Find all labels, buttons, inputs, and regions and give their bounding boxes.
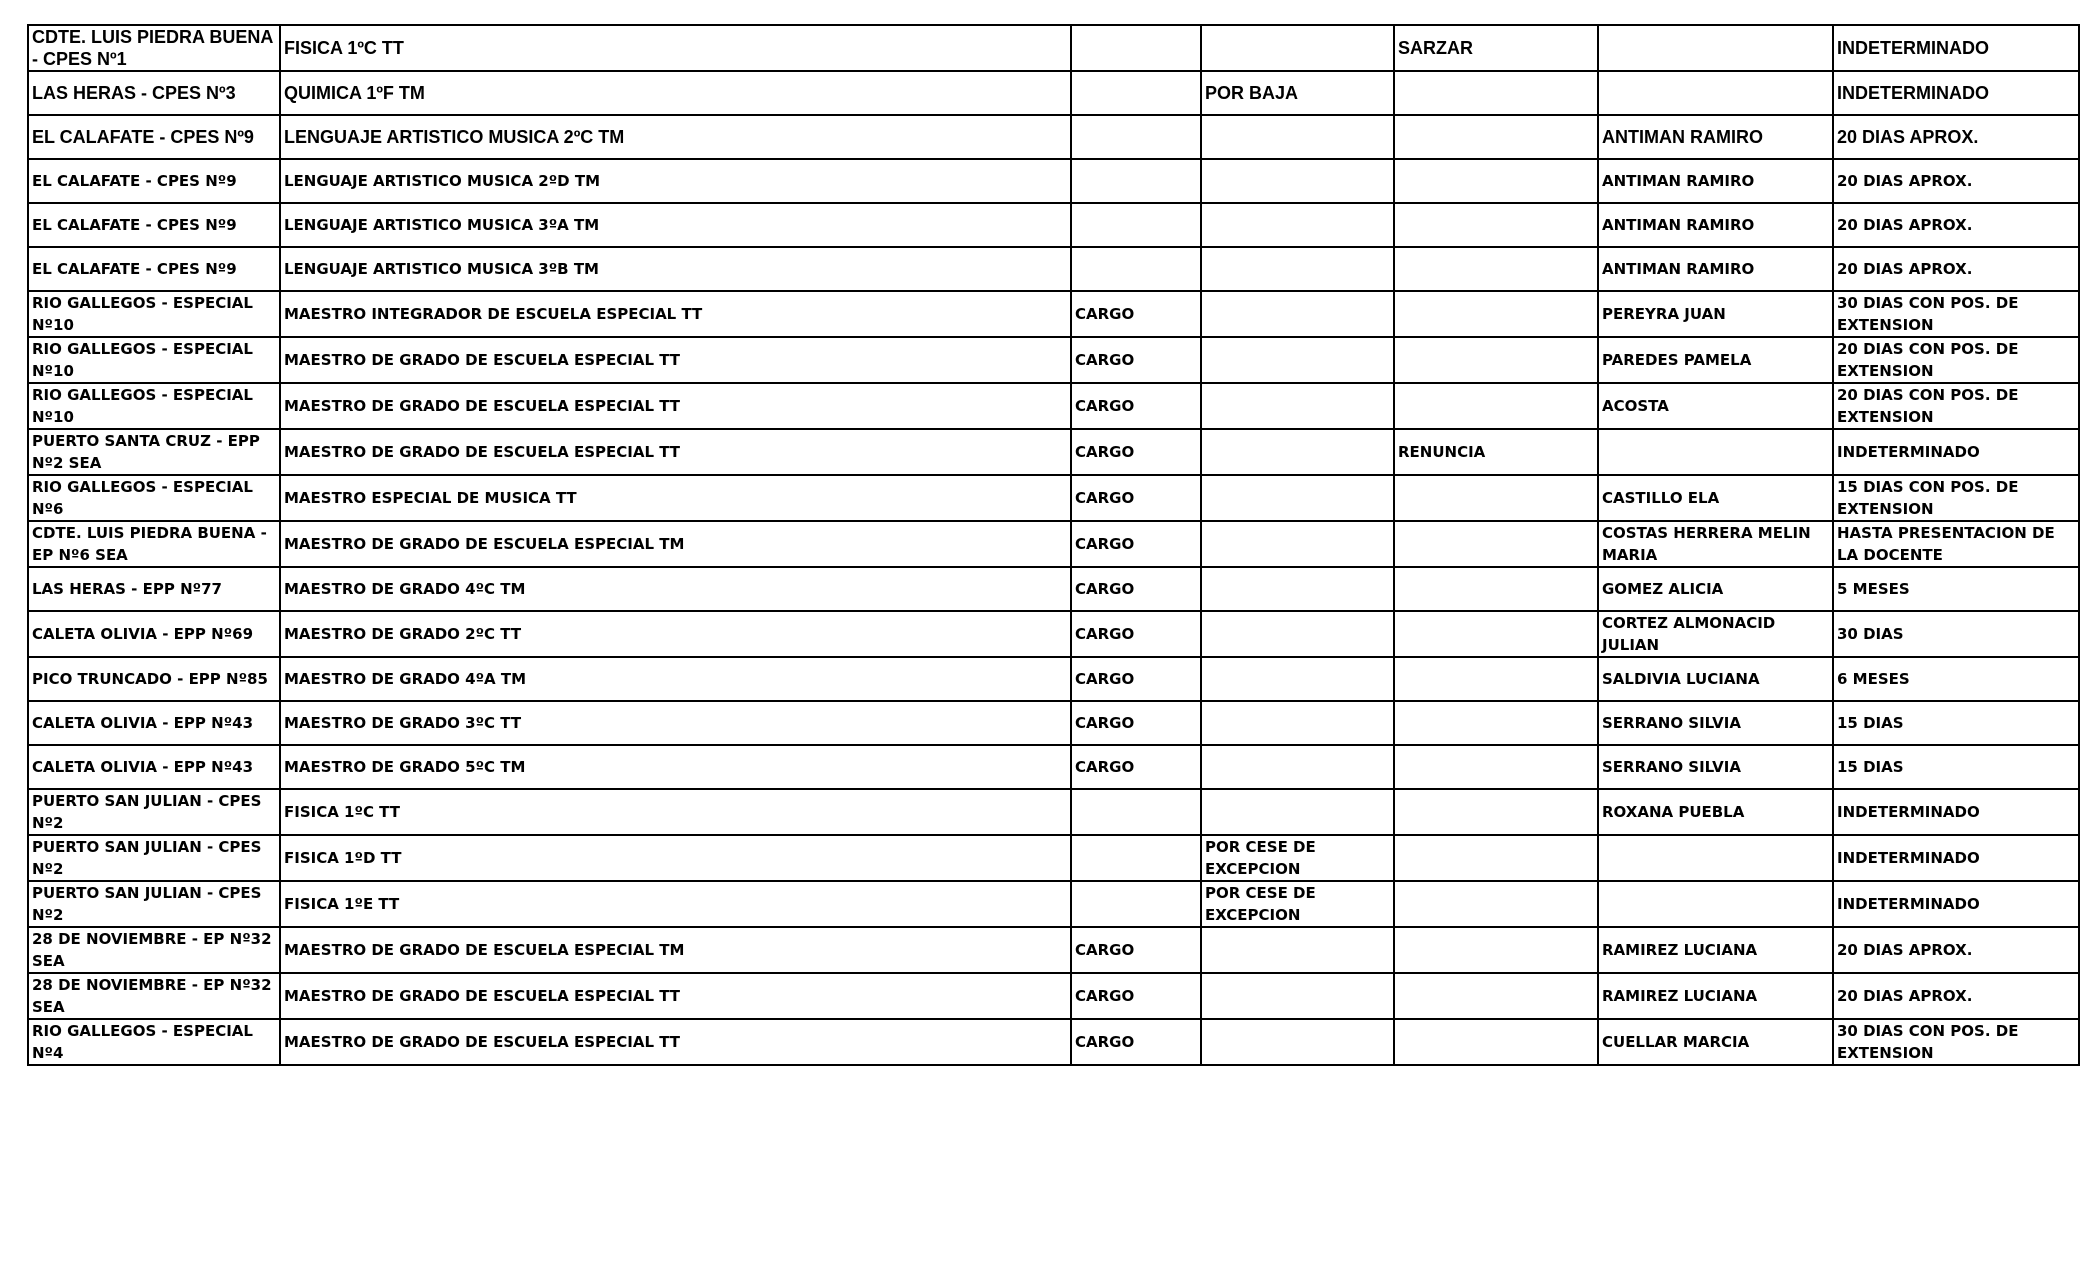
titular-cell bbox=[1394, 521, 1598, 567]
duration-cell: INDETERMINADO bbox=[1833, 835, 2079, 881]
titular-cell bbox=[1394, 835, 1598, 881]
type-cell bbox=[1071, 881, 1201, 927]
reason-cell bbox=[1201, 657, 1394, 701]
vacancies-table bbox=[27, 24, 2080, 1066]
duration-cell: 20 DIAS APROX. bbox=[1833, 927, 2079, 973]
substitute-cell bbox=[1598, 71, 1833, 115]
duration-cell: 6 MESES bbox=[1833, 657, 2079, 701]
duration-cell: 15 DIAS bbox=[1833, 701, 2079, 745]
titular-cell bbox=[1394, 203, 1598, 247]
table-row bbox=[28, 337, 2079, 383]
subject-cell: MAESTRO DE GRADO 4ºC TM bbox=[280, 567, 1071, 611]
type-cell: CARGO bbox=[1071, 291, 1201, 337]
substitute-cell: GOMEZ ALICIA bbox=[1598, 567, 1833, 611]
school-cell: CALETA OLIVIA - EPP Nº43 bbox=[28, 745, 280, 789]
reason-cell bbox=[1201, 383, 1394, 429]
subject-cell: LENGUAJE ARTISTICO MUSICA 2ºC TM bbox=[280, 115, 1071, 159]
reason-cell bbox=[1201, 291, 1394, 337]
table-row bbox=[28, 383, 2079, 429]
reason-cell: POR CESE DE EXCEPCION bbox=[1201, 835, 1394, 881]
type-cell bbox=[1071, 159, 1201, 203]
titular-cell: SARZAR bbox=[1394, 25, 1598, 71]
duration-cell: 30 DIAS CON POS. DE EXTENSION bbox=[1833, 1019, 2079, 1065]
duration-cell: 20 DIAS APROX. bbox=[1833, 159, 2079, 203]
school-cell: CALETA OLIVIA - EPP Nº69 bbox=[28, 611, 280, 657]
school-cell: RIO GALLEGOS - ESPECIAL Nº10 bbox=[28, 383, 280, 429]
school-cell: PUERTO SAN JULIAN - CPES Nº2 bbox=[28, 881, 280, 927]
school-cell: LAS HERAS - CPES Nº3 bbox=[28, 71, 280, 115]
titular-cell bbox=[1394, 383, 1598, 429]
duration-cell: 20 DIAS APROX. bbox=[1833, 203, 2079, 247]
duration-cell: 15 DIAS bbox=[1833, 745, 2079, 789]
duration-cell: INDETERMINADO bbox=[1833, 789, 2079, 835]
duration-cell: 15 DIAS CON POS. DE EXTENSION bbox=[1833, 475, 2079, 521]
table-row bbox=[28, 203, 2079, 247]
subject-cell: MAESTRO DE GRADO DE ESCUELA ESPECIAL TM bbox=[280, 521, 1071, 567]
duration-cell: INDETERMINADO bbox=[1833, 881, 2079, 927]
table-row bbox=[28, 567, 2079, 611]
type-cell: CARGO bbox=[1071, 701, 1201, 745]
table-row bbox=[28, 521, 2079, 567]
type-cell: CARGO bbox=[1071, 973, 1201, 1019]
school-cell: CDTE. LUIS PIEDRA BUENA - CPES Nº1 bbox=[28, 25, 280, 71]
reason-cell bbox=[1201, 429, 1394, 475]
substitute-cell bbox=[1598, 835, 1833, 881]
reason-cell bbox=[1201, 789, 1394, 835]
subject-cell: MAESTRO INTEGRADOR DE ESCUELA ESPECIAL TT bbox=[280, 291, 1071, 337]
titular-cell bbox=[1394, 611, 1598, 657]
substitute-cell: ANTIMAN RAMIRO bbox=[1598, 115, 1833, 159]
table-row bbox=[28, 881, 2079, 927]
table-row bbox=[28, 835, 2079, 881]
school-cell: PUERTO SANTA CRUZ - EPP Nº2 SEA bbox=[28, 429, 280, 475]
reason-cell bbox=[1201, 159, 1394, 203]
duration-cell: INDETERMINADO bbox=[1833, 429, 2079, 475]
table-row bbox=[28, 159, 2079, 203]
substitute-cell: PEREYRA JUAN bbox=[1598, 291, 1833, 337]
titular-cell bbox=[1394, 973, 1598, 1019]
subject-cell: MAESTRO DE GRADO DE ESCUELA ESPECIAL TT bbox=[280, 973, 1071, 1019]
type-cell: CARGO bbox=[1071, 521, 1201, 567]
subject-cell: LENGUAJE ARTISTICO MUSICA 2ºD TM bbox=[280, 159, 1071, 203]
duration-cell: 5 MESES bbox=[1833, 567, 2079, 611]
duration-cell: HASTA PRESENTACION DE LA DOCENTE bbox=[1833, 521, 2079, 567]
school-cell: CALETA OLIVIA - EPP Nº43 bbox=[28, 701, 280, 745]
subject-cell: FISICA 1ºC TT bbox=[280, 789, 1071, 835]
type-cell: CARGO bbox=[1071, 475, 1201, 521]
reason-cell bbox=[1201, 25, 1394, 71]
subject-cell: MAESTRO ESPECIAL DE MUSICA TT bbox=[280, 475, 1071, 521]
titular-cell bbox=[1394, 789, 1598, 835]
reason-cell bbox=[1201, 115, 1394, 159]
subject-cell: MAESTRO DE GRADO DE ESCUELA ESPECIAL TT bbox=[280, 383, 1071, 429]
school-cell: RIO GALLEGOS - ESPECIAL Nº10 bbox=[28, 337, 280, 383]
substitute-cell: COSTAS HERRERA MELIN MARIA bbox=[1598, 521, 1833, 567]
subject-cell: MAESTRO DE GRADO DE ESCUELA ESPECIAL TM bbox=[280, 927, 1071, 973]
substitute-cell: ANTIMAN RAMIRO bbox=[1598, 247, 1833, 291]
subject-cell: FISICA 1ºD TT bbox=[280, 835, 1071, 881]
type-cell: CARGO bbox=[1071, 383, 1201, 429]
table-row bbox=[28, 1019, 2079, 1065]
titular-cell bbox=[1394, 701, 1598, 745]
school-cell: EL CALAFATE - CPES Nº9 bbox=[28, 247, 280, 291]
table-row bbox=[28, 701, 2079, 745]
substitute-cell: RAMIREZ LUCIANA bbox=[1598, 927, 1833, 973]
table-row bbox=[28, 115, 2079, 159]
school-cell: PUERTO SAN JULIAN - CPES Nº2 bbox=[28, 789, 280, 835]
titular-cell bbox=[1394, 115, 1598, 159]
school-cell: 28 DE NOVIEMBRE - EP Nº32 SEA bbox=[28, 973, 280, 1019]
subject-cell: MAESTRO DE GRADO 5ºC TM bbox=[280, 745, 1071, 789]
type-cell bbox=[1071, 835, 1201, 881]
reason-cell bbox=[1201, 521, 1394, 567]
titular-cell bbox=[1394, 159, 1598, 203]
table-row bbox=[28, 291, 2079, 337]
table-row bbox=[28, 927, 2079, 973]
substitute-cell: ROXANA PUEBLA bbox=[1598, 789, 1833, 835]
substitute-cell bbox=[1598, 429, 1833, 475]
table-row bbox=[28, 475, 2079, 521]
table-row bbox=[28, 429, 2079, 475]
subject-cell: MAESTRO DE GRADO 2ºC TT bbox=[280, 611, 1071, 657]
titular-cell bbox=[1394, 247, 1598, 291]
school-cell: PUERTO SAN JULIAN - CPES Nº2 bbox=[28, 835, 280, 881]
school-cell: CDTE. LUIS PIEDRA BUENA - EP Nº6 SEA bbox=[28, 521, 280, 567]
type-cell bbox=[1071, 25, 1201, 71]
substitute-cell: CUELLAR MARCIA bbox=[1598, 1019, 1833, 1065]
duration-cell: 30 DIAS CON POS. DE EXTENSION bbox=[1833, 291, 2079, 337]
type-cell: CARGO bbox=[1071, 611, 1201, 657]
reason-cell bbox=[1201, 701, 1394, 745]
table-row bbox=[28, 745, 2079, 789]
titular-cell bbox=[1394, 337, 1598, 383]
table-row bbox=[28, 611, 2079, 657]
duration-cell: 30 DIAS bbox=[1833, 611, 2079, 657]
reason-cell bbox=[1201, 745, 1394, 789]
subject-cell: MAESTRO DE GRADO DE ESCUELA ESPECIAL TT bbox=[280, 1019, 1071, 1065]
table-row bbox=[28, 71, 2079, 115]
substitute-cell: SALDIVIA LUCIANA bbox=[1598, 657, 1833, 701]
substitute-cell: RAMIREZ LUCIANA bbox=[1598, 973, 1833, 1019]
reason-cell bbox=[1201, 247, 1394, 291]
table-row bbox=[28, 247, 2079, 291]
subject-cell: MAESTRO DE GRADO 3ºC TT bbox=[280, 701, 1071, 745]
titular-cell bbox=[1394, 927, 1598, 973]
titular-cell bbox=[1394, 291, 1598, 337]
reason-cell bbox=[1201, 475, 1394, 521]
subject-cell: MAESTRO DE GRADO DE ESCUELA ESPECIAL TT bbox=[280, 337, 1071, 383]
duration-cell: 20 DIAS CON POS. DE EXTENSION bbox=[1833, 337, 2079, 383]
table-row bbox=[28, 657, 2079, 701]
substitute-cell: CASTILLO ELA bbox=[1598, 475, 1833, 521]
type-cell bbox=[1071, 71, 1201, 115]
type-cell: CARGO bbox=[1071, 1019, 1201, 1065]
school-cell: PICO TRUNCADO - EPP Nº85 bbox=[28, 657, 280, 701]
duration-cell: INDETERMINADO bbox=[1833, 25, 2079, 71]
subject-cell: MAESTRO DE GRADO 4ºA TM bbox=[280, 657, 1071, 701]
table-row bbox=[28, 789, 2079, 835]
reason-cell bbox=[1201, 337, 1394, 383]
type-cell bbox=[1071, 789, 1201, 835]
subject-cell: MAESTRO DE GRADO DE ESCUELA ESPECIAL TT bbox=[280, 429, 1071, 475]
table-row bbox=[28, 973, 2079, 1019]
substitute-cell: SERRANO SILVIA bbox=[1598, 745, 1833, 789]
substitute-cell: ACOSTA bbox=[1598, 383, 1833, 429]
school-cell: RIO GALLEGOS - ESPECIAL Nº10 bbox=[28, 291, 280, 337]
reason-cell: POR CESE DE EXCEPCION bbox=[1201, 881, 1394, 927]
reason-cell bbox=[1201, 927, 1394, 973]
duration-cell: 20 DIAS APROX. bbox=[1833, 115, 2079, 159]
substitute-cell bbox=[1598, 881, 1833, 927]
type-cell: CARGO bbox=[1071, 337, 1201, 383]
substitute-cell: SERRANO SILVIA bbox=[1598, 701, 1833, 745]
subject-cell: LENGUAJE ARTISTICO MUSICA 3ºA TM bbox=[280, 203, 1071, 247]
substitute-cell: PAREDES PAMELA bbox=[1598, 337, 1833, 383]
type-cell: CARGO bbox=[1071, 745, 1201, 789]
subject-cell: LENGUAJE ARTISTICO MUSICA 3ºB TM bbox=[280, 247, 1071, 291]
titular-cell bbox=[1394, 1019, 1598, 1065]
duration-cell: 20 DIAS CON POS. DE EXTENSION bbox=[1833, 383, 2079, 429]
titular-cell bbox=[1394, 71, 1598, 115]
subject-cell: QUIMICA 1ºF TM bbox=[280, 71, 1071, 115]
type-cell: CARGO bbox=[1071, 567, 1201, 611]
table-row bbox=[28, 25, 2079, 71]
titular-cell bbox=[1394, 881, 1598, 927]
duration-cell: INDETERMINADO bbox=[1833, 71, 2079, 115]
school-cell: 28 DE NOVIEMBRE - EP Nº32 SEA bbox=[28, 927, 280, 973]
school-cell: RIO GALLEGOS - ESPECIAL Nº6 bbox=[28, 475, 280, 521]
type-cell bbox=[1071, 203, 1201, 247]
subject-cell: FISICA 1ºE TT bbox=[280, 881, 1071, 927]
duration-cell: 20 DIAS APROX. bbox=[1833, 247, 2079, 291]
reason-cell: POR BAJA bbox=[1201, 71, 1394, 115]
reason-cell bbox=[1201, 1019, 1394, 1065]
type-cell: CARGO bbox=[1071, 657, 1201, 701]
school-cell: EL CALAFATE - CPES Nº9 bbox=[28, 203, 280, 247]
substitute-cell: ANTIMAN RAMIRO bbox=[1598, 159, 1833, 203]
table-body bbox=[28, 25, 2079, 1065]
school-cell: RIO GALLEGOS - ESPECIAL Nº4 bbox=[28, 1019, 280, 1065]
school-cell: EL CALAFATE - CPES Nº9 bbox=[28, 159, 280, 203]
titular-cell bbox=[1394, 567, 1598, 611]
titular-cell bbox=[1394, 475, 1598, 521]
titular-cell bbox=[1394, 745, 1598, 789]
type-cell: CARGO bbox=[1071, 429, 1201, 475]
type-cell bbox=[1071, 115, 1201, 159]
substitute-cell: CORTEZ ALMONACID JULIAN bbox=[1598, 611, 1833, 657]
school-cell: LAS HERAS - EPP Nº77 bbox=[28, 567, 280, 611]
duration-cell: 20 DIAS APROX. bbox=[1833, 973, 2079, 1019]
titular-cell: RENUNCIA bbox=[1394, 429, 1598, 475]
reason-cell bbox=[1201, 567, 1394, 611]
titular-cell bbox=[1394, 657, 1598, 701]
reason-cell bbox=[1201, 203, 1394, 247]
school-cell: EL CALAFATE - CPES Nº9 bbox=[28, 115, 280, 159]
type-cell: CARGO bbox=[1071, 927, 1201, 973]
substitute-cell bbox=[1598, 25, 1833, 71]
reason-cell bbox=[1201, 973, 1394, 1019]
substitute-cell: ANTIMAN RAMIRO bbox=[1598, 203, 1833, 247]
reason-cell bbox=[1201, 611, 1394, 657]
type-cell bbox=[1071, 247, 1201, 291]
subject-cell: FISICA 1ºC TT bbox=[280, 25, 1071, 71]
